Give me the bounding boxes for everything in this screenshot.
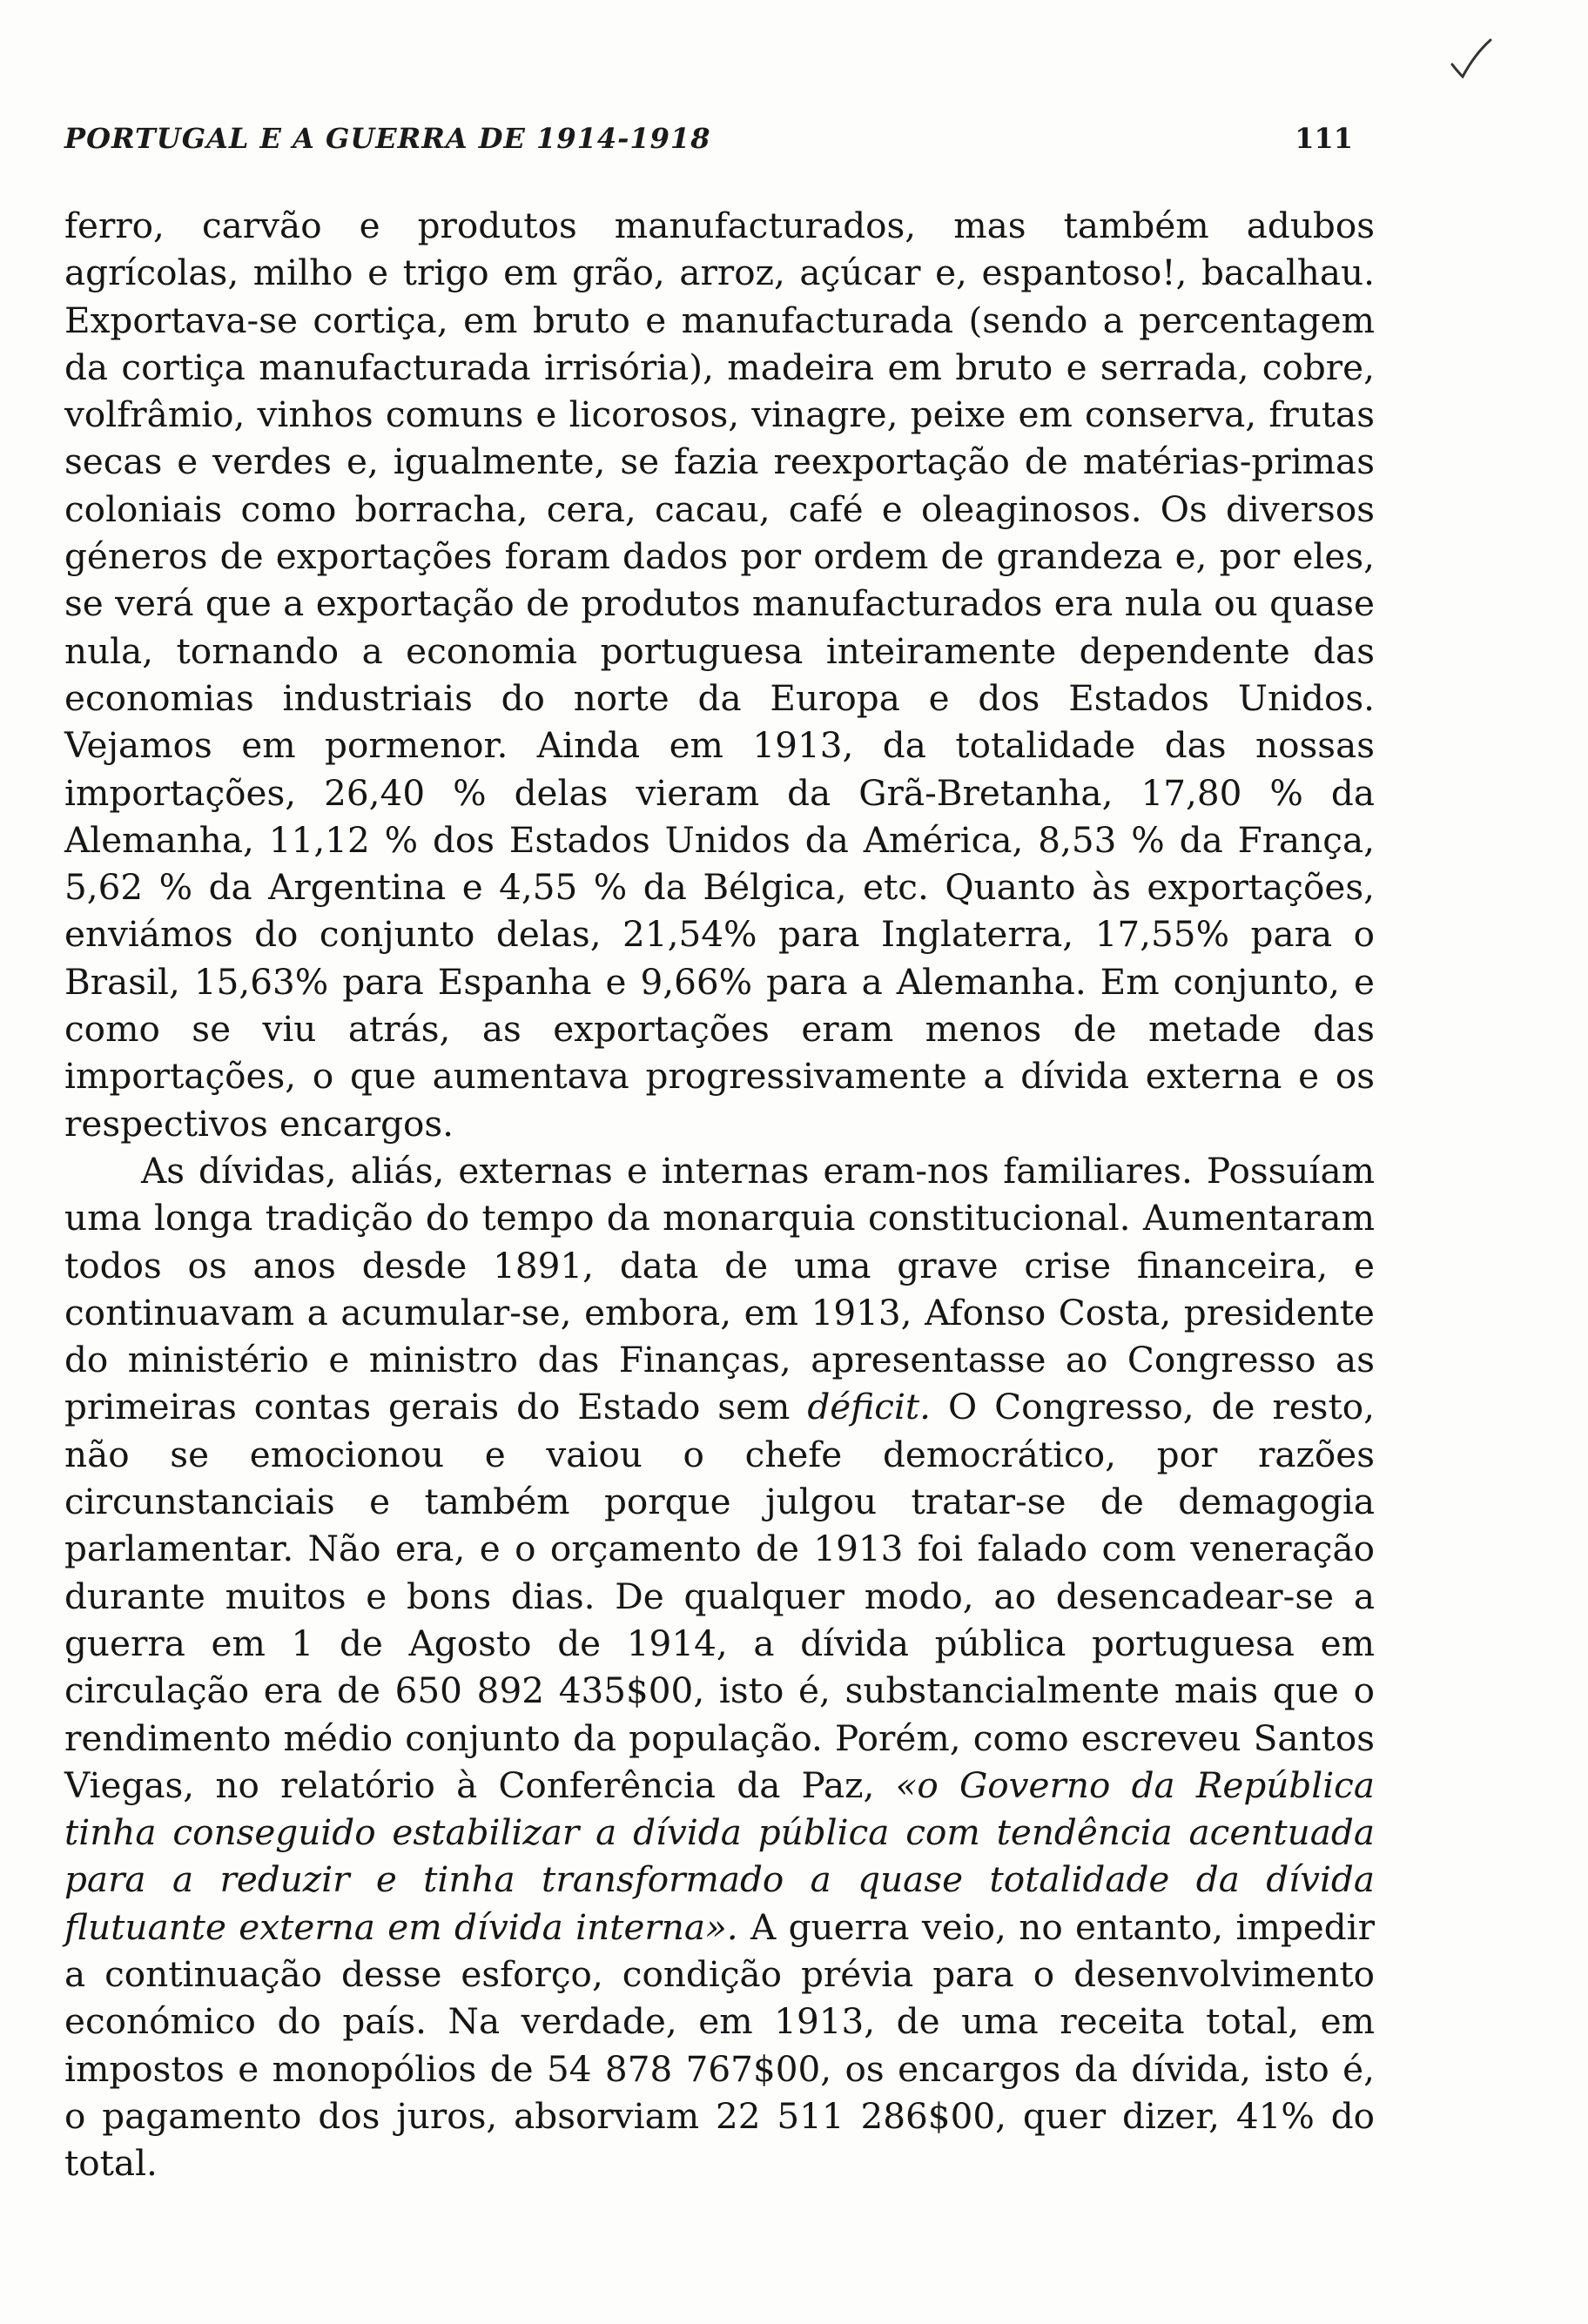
paragraph-text: As dívidas, aliás, externas e internas eram-nos familiares. Possuíam uma longa tradição do tempo da monarquia constitucional. Aumentaram todos os anos desde 1891, data de uma grave crise financeira, e continuavam a acumular-se, embora, em 1913, Afonso Costa, presidente do ministério e ministro das Finanças, apresentasse ao Congresso as primeiras contas gerais do Estado sem	[64, 1149, 1375, 1428]
running-head	[64, 122, 1353, 174]
handwritten-check-mark-icon	[1445, 35, 1497, 87]
body-text	[64, 202, 1375, 2186]
paragraph	[64, 1147, 1375, 2187]
paragraph-text: A guerra veio, no entanto, impedir a continuação desse esforço, condição prévia para o desenvolvimento económico do país. Na verdade, em 1913, de uma receita total, em impostos e monopólios de 54 878 767$00, os encargos da dívida, isto é, o pagamento dos juros, absorviam 22 511 286$00, quer dizer, 41% do total.	[64, 1905, 1375, 2185]
page-number: 111	[1295, 122, 1353, 155]
italic-quotation: «o Governo da República tinha conseguido estabilizar a dívida pública com tendência acentuada para a reduzir e tinha transformado a quase totalidade da dívida flutuante externa em dívida interna».	[64, 1763, 1375, 1948]
paragraph-text: O Congresso, de resto, não se emocionou e vaiou o chefe democrático, por razões circunstanciais e também porque julgou tratar-se de demagogia parlamentar. Não era, e o orçamento de 1913 foi falado com veneração durante muitos e bons dias. De qualquer modo, ao desencadear-se a guerra em 1 de Agosto de 1914, a dívida pública portuguesa em circulação era de 650 892 435$00, isto é, substancialmente mais que o rendimento médio conjunto da população. Porém, como escreveu Santos Viegas, no relatório à Conferência da Paz,	[64, 1386, 1375, 1806]
italic-term: déficit.	[807, 1386, 932, 1428]
running-title: PORTUGAL E A GUERRA DE 1914-1918	[64, 122, 711, 155]
paragraph: ferro, carvão e produtos manufacturados, mas também adubos agrícolas, milho e trigo em grão, arroz, açúcar e, espantoso!, bacalhau. Exportava-se cortiça, em bruto e manufacturada (sendo a percentagem da cortiça manufacturada irrisória), madeira em bruto e serrada, cobre, volfrâmio, vinhos comuns e licorosos, vinagre, peixe em conserva, frutas secas e verdes e, igualmente, se fazia reexportação de matérias-primas coloniais como borracha, cera, cacau, café e oleaginosos. Os diversos géneros de exportações foram dados por ordem de grandeza e, por eles, se verá que a exportação de produtos manufacturados era nula ou quase nula, tornando a economia portuguesa inteiramente dependente das economias industriais do norte da Europa e dos Estados Unidos. Vejamos em pormenor. Ainda em 1913, da totalidade das nossas importações, 26,40 % delas vieram da Grã-Bretanha, 17,80 % da Alemanha, 11,12 % dos Estados Unidos da América, 8,53 % da França, 5,62 % da Argentina e 4,55 % da Bélgica, etc. Quanto às exportações, enviámos do conjunto delas, 21,54% para Inglaterra, 17,55% para o Brasil, 15,63% para Espanha e 9,66% para a Alemanha. Em conjunto, e como se viu atrás, as exportações eram menos de metade das importações, o que aumentava progressivamente a dívida externa e os respectivos encargos.	[64, 205, 1375, 1145]
